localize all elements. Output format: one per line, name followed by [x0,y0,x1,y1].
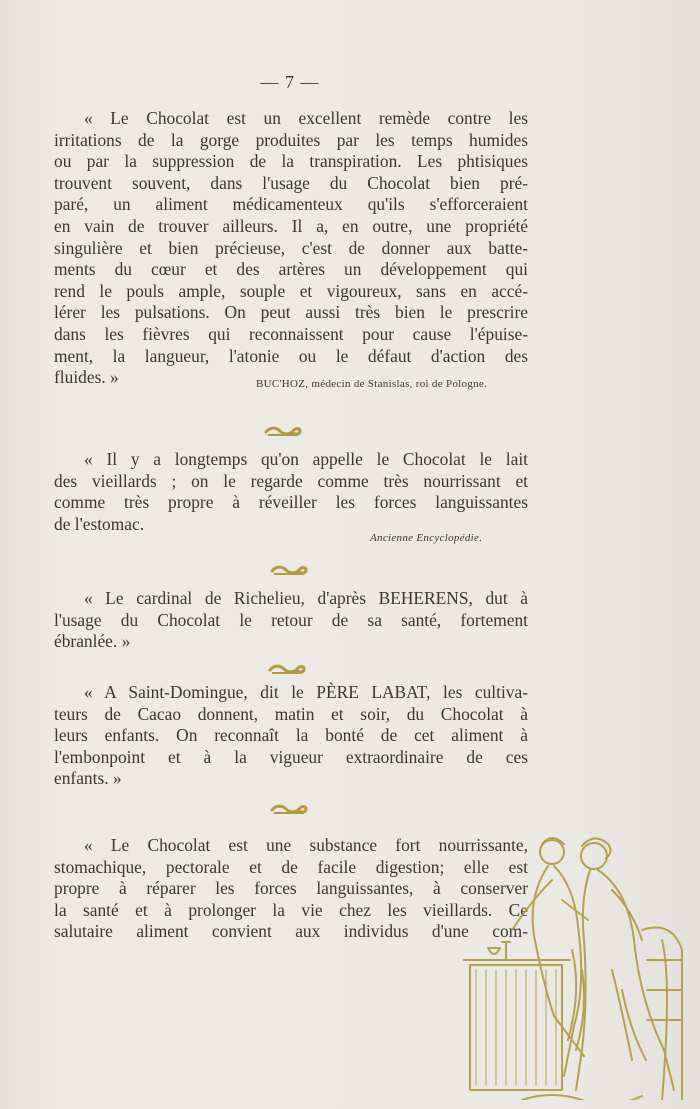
text-line: enfants. » [54,768,122,789]
text-line: leurs enfants. On reconnaît la bonté de cet aliment à [54,725,528,746]
text-line: « Le Chocolat est une substance fort nourrissante, [84,835,528,855]
text-line: « A Saint-Domingue, dit le PÈRE LABAT, les cultiva- [84,682,528,702]
text-line: rend le pouls ample, souple et vigoureux, sans en accé- [54,280,528,301]
ornament-icon [264,424,302,438]
text-line: irritations de la gorge produites par les temps humides [54,129,528,150]
text-line: stomachique, pectorale et de facile digestion; elle est [54,856,528,877]
text-line: des vieillards ; on le regarde comme très nourrissant et [54,470,528,491]
attribution: Ancienne Encyclopédie. [370,532,483,544]
quote-1 [54,108,528,389]
quote-2 [54,449,528,535]
text-line: paré, un aliment médicamenteux qu'ils s'efforceraient [54,194,528,215]
text-line: teurs de Cacao donnent, matin et soir, du Chocolat à [54,703,528,724]
attribution: BUC'HOZ, médecin de Stanislas, roi de Pologne. [256,378,488,390]
page-number: — 7 — [260,72,320,92]
text-line: « Le Chocolat est un excellent remède contre les [84,108,528,128]
ornament-icon [268,662,306,676]
text-line: salutaire aliment convient aux individus d'une com- [54,921,528,942]
text-line: « Il y a longtemps qu'on appelle le Chocolat le lait [84,449,528,469]
text-line: singulière et bien précieuse, c'est de donner aux batte- [54,237,528,258]
text-line: l'usage du Chocolat le retour de sa santé, fortement [54,609,528,630]
text-line: l'embonpoint et à la vigueur extraordinaire de ces [54,746,528,767]
text-line: fluides. » [54,367,119,388]
text-line: ments du cœur et des artères un développement qui [54,259,528,280]
ornament-icon [270,563,308,577]
illustration-women-chocolate [462,830,692,1100]
quote-3 [54,588,528,653]
text-line: en vain de trouver ailleurs. Il a, en outre, une propriété [54,215,528,236]
text-line: ébranlée. » [54,631,131,652]
text-line: « Le cardinal de Richelieu, d'après BEHERENS, dut à [84,588,528,608]
quote-4 [54,682,528,790]
text-line: la santé et à prolonger la vie chez les vieillards. Ce [54,899,528,920]
text-line: propre à réparer les forces languissantes, à conserver [54,878,528,899]
text-line: ment, la langueur, l'atonie ou le défaut d'action des [54,345,528,366]
ornament-icon [270,802,308,816]
text-line: lérer les pulsations. On peut aussi très bien le prescrire [54,302,528,323]
text-line: comme très propre à réveiller les forces languissantes [54,492,528,513]
quote-5 [54,835,528,943]
text-line: trouvent souvent, dans l'usage du Chocolat bien pré- [54,172,528,193]
text-line: ou par la suppression de la transpiration. Les phtisiques [54,151,528,172]
text-line: de l'estomac. [54,513,145,534]
text-line: dans les fièvres qui reconnaissent pour cause l'épuise- [54,323,528,344]
